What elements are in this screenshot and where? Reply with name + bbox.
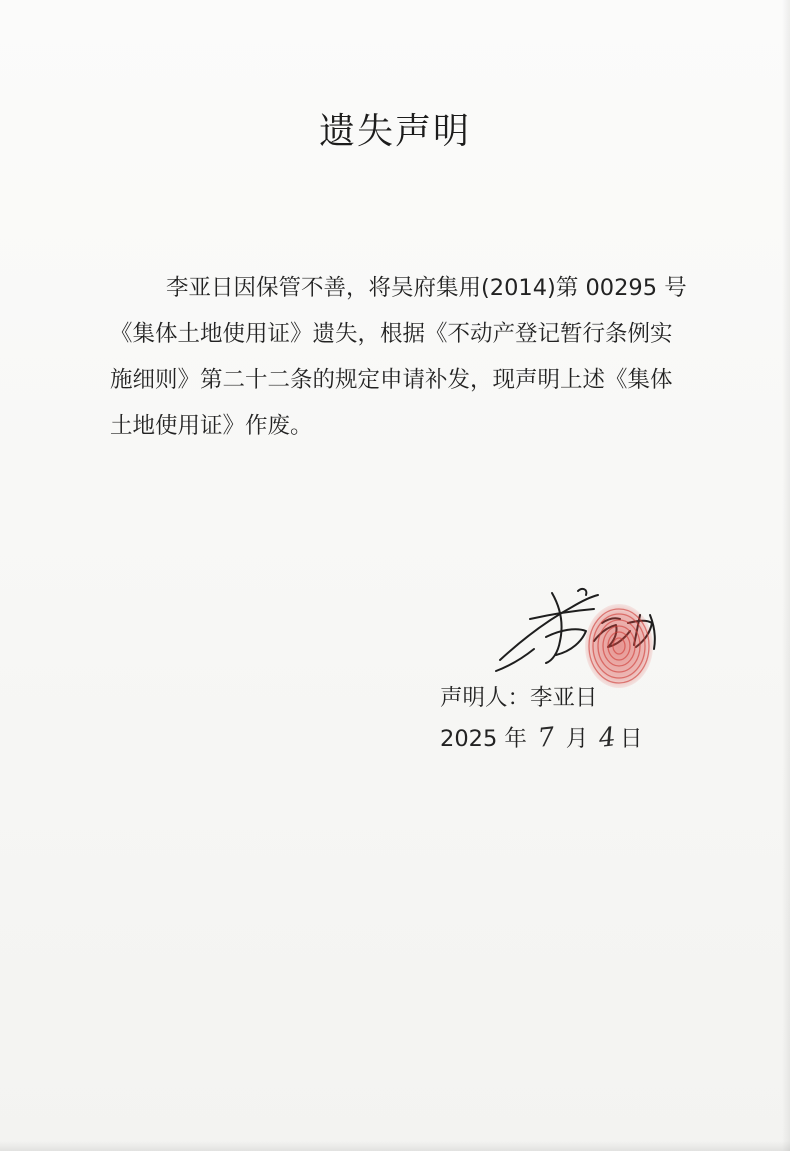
statement-paragraph (110, 265, 700, 449)
paragraph-line-4: 土地使用证》作废。 (110, 413, 313, 439)
statement-date (440, 715, 643, 762)
page-shadow-bottom (0, 1141, 790, 1151)
date-day-suffix: 日 (620, 726, 643, 752)
document-title: 遗失声明 (318, 111, 471, 152)
date-year: 2025 (440, 726, 498, 752)
declarant-label: 声明人： (440, 685, 531, 711)
paragraph-line-1: 李亚日因保管不善，将吴府集用(2014)第 00295 号 (166, 275, 687, 301)
paragraph-line-2: 《集体土地使用证》遗失，根据《不动产登记暂行条例实 (110, 321, 673, 347)
date-day-handwritten: 4 (597, 722, 618, 754)
date-month-handwritten: 7 (536, 722, 557, 754)
page-shadow-right (782, 0, 790, 1151)
date-month-suffix: 月 (565, 726, 589, 752)
paragraph-line-3: 施细则》第二十二条的规定申请补发，现声明上述《集体 (110, 367, 673, 393)
date-year-suffix: 年 (504, 726, 527, 752)
declarant-name: 李亚日 (530, 685, 598, 711)
